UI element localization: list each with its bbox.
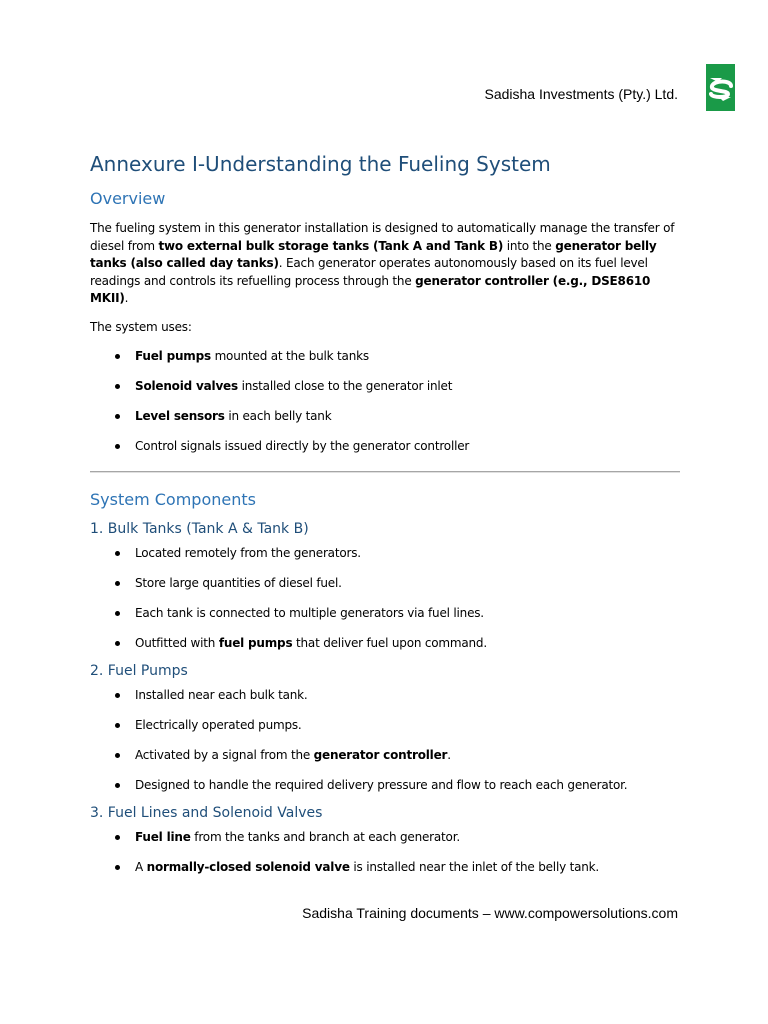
fuel-lines-list <box>90 829 680 889</box>
components-heading: System Components <box>90 490 256 509</box>
document-title: Annexure I-Understanding the Fueling System <box>90 152 551 176</box>
list-item: Level sensors in each belly tank <box>90 408 680 438</box>
list-item: Store large quantities of diesel fuel. <box>90 575 680 605</box>
document-body <box>90 150 680 889</box>
footer-text: Sadisha Training documents – www.compowersolutions.com <box>302 905 678 921</box>
bulk-tanks-heading: 1. Bulk Tanks (Tank A & Tank B) <box>90 521 309 537</box>
list-item: A normally-closed solenoid valve is installed near the inlet of the belly tank. <box>90 859 680 889</box>
system-uses-intro: The system uses: <box>90 319 192 334</box>
list-item: Electrically operated pumps. <box>90 717 680 747</box>
overview-paragraph: The fueling system in this generator installation is designed to automatically manage the transfer of diesel from two external bulk storage tanks (Tank A and Tank B) into the generator belly tanks (also called day tanks). Each generator operates autonomously based on its fuel level readings and controls its refuelling process through the generator controller (e.g., DSE8610 MKII). <box>90 221 675 305</box>
sadisha-logo-icon <box>706 64 735 111</box>
fuel-lines-heading: 3. Fuel Lines and Solenoid Valves <box>90 805 323 821</box>
list-item: Activated by a signal from the generator controller. <box>90 747 680 777</box>
bulk-tanks-list <box>90 545 680 665</box>
list-item: Solenoid valves installed close to the generator inlet <box>90 378 680 408</box>
section-divider <box>90 471 680 473</box>
list-item: Located remotely from the generators. <box>90 545 680 575</box>
fuel-pumps-heading: 2. Fuel Pumps <box>90 663 188 679</box>
list-item: Outfitted with fuel pumps that deliver fuel upon command. <box>90 635 680 665</box>
fuel-pumps-list <box>90 687 680 807</box>
list-item: Fuel pumps mounted at the bulk tanks <box>90 348 680 378</box>
header-company-name: Sadisha Investments (Pty.) Ltd. <box>484 86 678 102</box>
list-item: Fuel line from the tanks and branch at each generator. <box>90 829 680 859</box>
list-item: Designed to handle the required delivery pressure and flow to reach each generator. <box>90 777 680 807</box>
list-item: Each tank is connected to multiple generators via fuel lines. <box>90 605 680 635</box>
list-item: Installed near each bulk tank. <box>90 687 680 717</box>
system-uses-list <box>90 348 680 468</box>
overview-heading: Overview <box>90 189 166 208</box>
list-item: Control signals issued directly by the generator controller <box>90 438 680 468</box>
